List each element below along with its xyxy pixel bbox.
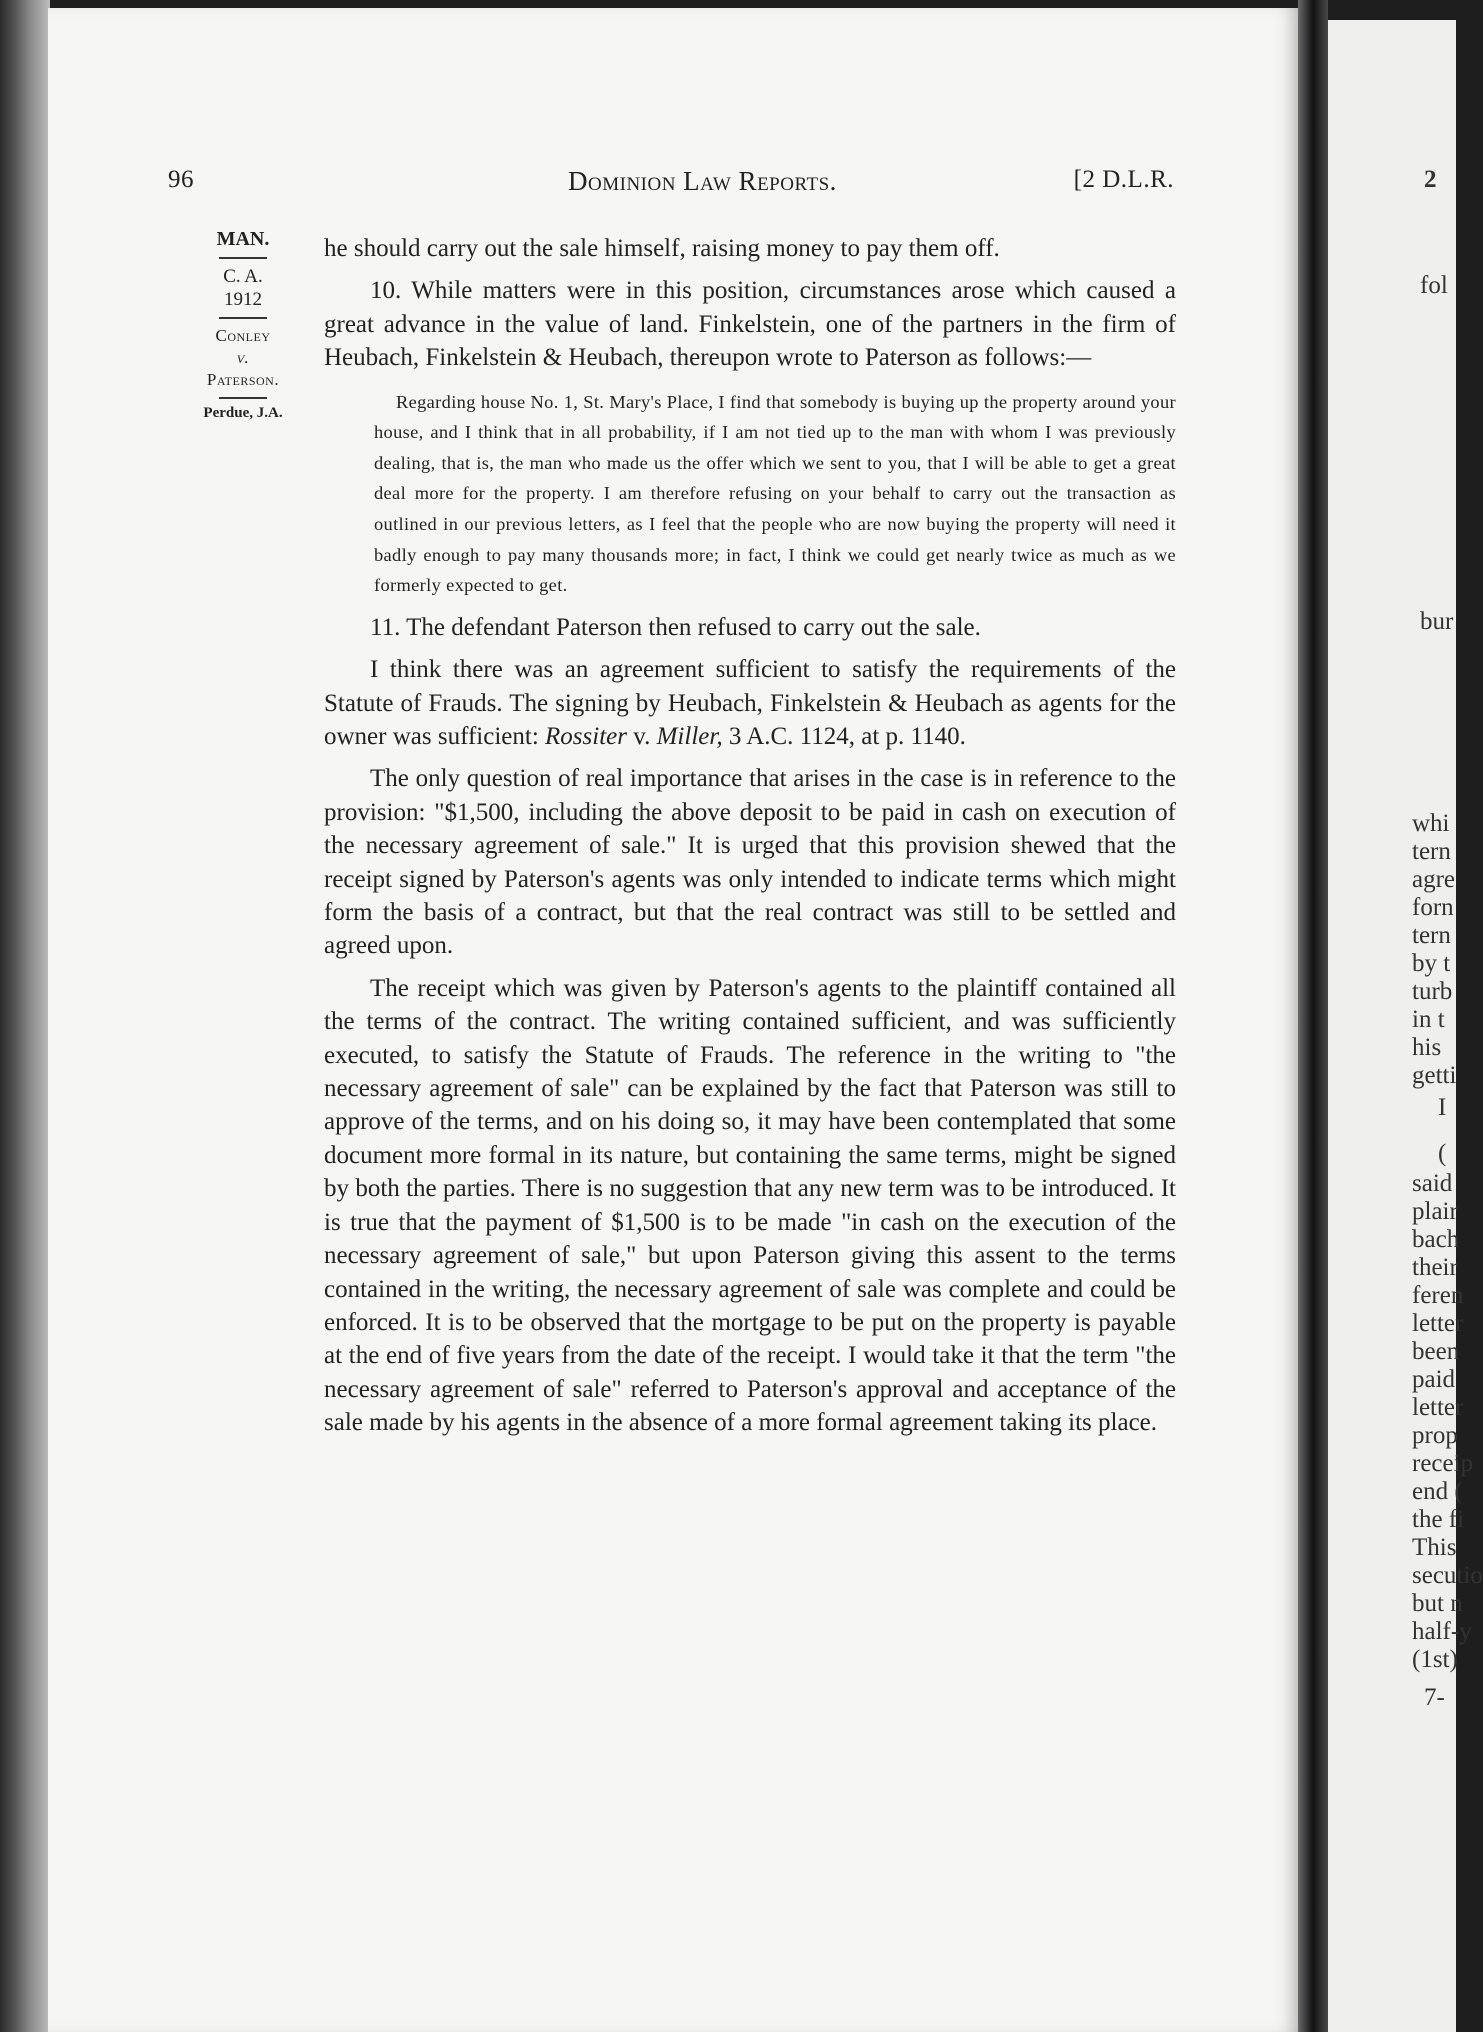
right-page-fragment: bur — [1420, 608, 1454, 635]
right-page-fragment: letter — [1412, 1394, 1464, 1421]
right-page-fragment: (1st) — [1412, 1646, 1458, 1673]
citation-reference: 3 A.C. 1124, at p. 1140. — [722, 723, 966, 750]
right-page-fragment: 7- — [1424, 1684, 1445, 1711]
page-gutter — [1298, 0, 1328, 2032]
quoted-letter: Regarding house No. 1, St. Mary's Place, I find that somebody is buying up the property around your house, and I think that in all probability, if I am not tied up to the man with whom I was previously dealing, that is, the man who made us the offer which we sent to you, that I will be able to get a great deal more for the property. I am therefore refusing on your behalf to carry out the transaction as outlined in our previous letters, as I feel that the people who are now buying the property will need it badly enough to pay many thousands more; in fact, I think we could get nearly twice as much as we formerly expected to get. — [374, 391, 1176, 596]
right-page-edge — [1328, 20, 1483, 2032]
court-label: MAN. — [216, 228, 270, 250]
case-party-defendant: Paterson. — [206, 370, 280, 389]
year-label: 1912 — [224, 289, 262, 310]
page-number: 96 — [168, 166, 194, 193]
right-page-fragment: but n — [1412, 1590, 1463, 1617]
margin-rule — [219, 397, 267, 399]
right-page-fragment: forn — [1412, 894, 1454, 921]
right-page-fragment: ( — [1438, 1140, 1447, 1167]
right-page-fragment: the fi — [1412, 1506, 1465, 1533]
right-page-fragment: letter — [1412, 1310, 1464, 1337]
right-page-fragment: prop — [1412, 1422, 1458, 1449]
right-page-fragment: agre — [1412, 866, 1456, 893]
case-party-plaintiff: Conley — [215, 326, 271, 345]
right-page-fragment: This — [1412, 1534, 1457, 1561]
case-versus: v. — [236, 348, 250, 367]
right-page-fragment: secutio — [1412, 1562, 1483, 1589]
paragraph-provision-question: The only question of real importance that arises in the case is in reference to the provision: "$1,500, including the above deposit to be paid in cash on execution of the necessary agreement of sale." It is urged that this provision shewed that the receipt signed by Paterson's agents was only intended to indicate terms which might form the basis of a contract, but that the real contract was still to be settled and agreed upon. — [324, 765, 1176, 960]
right-page-fragment: receip — [1412, 1450, 1474, 1477]
right-page-fragment: said — [1412, 1170, 1453, 1197]
right-page-fragment: getti — [1412, 1062, 1457, 1089]
paragraph-10: 10. While matters were in this position, circumstances arose which caused a great advance in the value of land. Finkelstein, one of the partners in the firm of Heubach, Finkelstein & Heubach, thereupon wrote to Paterson as follows:— — [324, 277, 1176, 372]
right-page-fragment: by t — [1412, 950, 1451, 977]
right-page-fragment: tern — [1412, 838, 1451, 865]
right-page-fragment: feren — [1412, 1282, 1464, 1309]
paragraph-text: I think there was an agreement sufficient to satisfy the requirements of the Statute of Frauds. The signing by Heubach, Finkelstein & Heubach as agents for the owner was sufficient: — [324, 656, 1176, 750]
right-page-fragment: his — [1412, 1034, 1442, 1061]
right-page-fragment: whi — [1412, 810, 1450, 837]
judge-label: Perdue, J.A. — [203, 405, 283, 421]
right-page-fragment: bach — [1412, 1226, 1460, 1253]
running-title: Dominion Law Reports. — [568, 166, 837, 196]
right-page-fragment: tern — [1412, 922, 1451, 949]
right-page-fragment: 2 — [1424, 166, 1437, 193]
citation-versus: v. — [626, 723, 657, 750]
right-page-fragment: fol — [1420, 272, 1448, 299]
division-label: C. A. — [223, 266, 263, 287]
right-page-fragment: been — [1412, 1338, 1460, 1365]
paragraph-continuation: he should carry out the sale himself, raising money to pay them off. — [324, 235, 1000, 262]
right-page-fragment: paid — [1412, 1366, 1456, 1393]
paragraph-statute-of-frauds — [324, 653, 1176, 753]
margin-rule — [219, 257, 267, 259]
citation-party: Rossiter — [545, 723, 627, 750]
right-page-fragment: I — [1438, 1094, 1447, 1121]
citation-party: Miller, — [656, 723, 723, 750]
paragraph-receipt: The receipt which was given by Paterson's agents to the plaintiff contained all the terms of the contract. The writing contained sufficient, and was sufficiently executed, to satisfy the Statute of Frauds. The reference in the writing to "the necessary agreement of sale" can be explained by the fact that Paterson was still to approve of the terms, and on his doing so, it may have been contemplated that some document more formal in its nature, but containing the same terms, might be signed by both the parties. There is no suggestion that any new term was to be introduced. It is true that the payment of $1,500 is to be made "in cash on the execution of the necessary agreement of sale," but upon Paterson giving this assent to the terms contained in the writing, the necessary agreement of sale was complete and could be enforced. It is to be observed that the mortgage to be put on the property is payable at the end of five years from the date of the receipt. I would take it that the term "the necessary agreement of sale" referred to Paterson's approval and acceptance of the sale made by his agents in the absence of a more formal agreement taking its place. — [324, 974, 1176, 1437]
paragraph-11: 11. The defendant Paterson then refused to carry out the sale. — [370, 613, 981, 641]
right-page-fragment: in t — [1412, 1006, 1445, 1033]
right-page-fragment: end ( — [1412, 1478, 1463, 1505]
margin-rule — [219, 317, 267, 319]
right-page-fragment: half-y — [1412, 1618, 1472, 1645]
book-binding — [0, 0, 50, 2032]
body-text — [324, 232, 1176, 1440]
volume-reference: [2 D.L.R. — [1073, 166, 1174, 193]
right-page-fragment: plair — [1412, 1198, 1458, 1225]
right-page-fragment: their — [1412, 1254, 1458, 1281]
running-header — [168, 166, 1174, 202]
right-page-fragment: turb — [1412, 978, 1453, 1005]
margin-notes — [168, 228, 318, 422]
